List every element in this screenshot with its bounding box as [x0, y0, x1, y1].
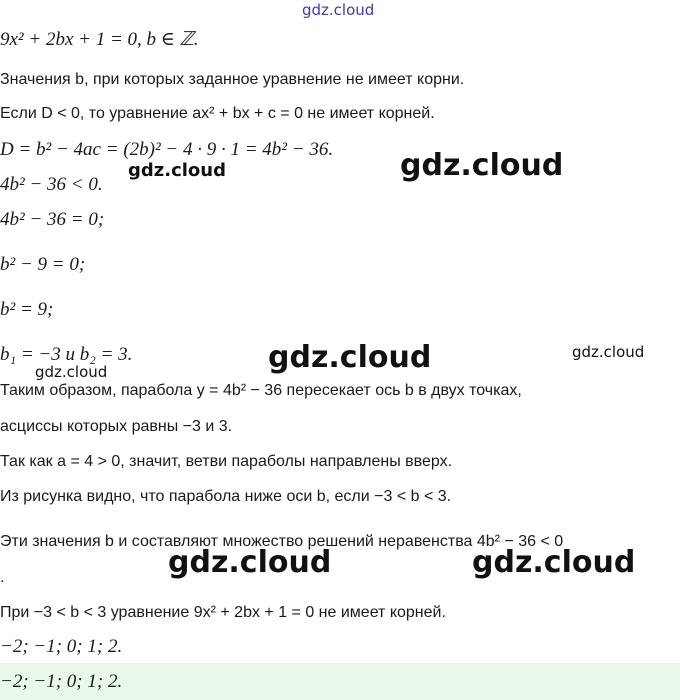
interval-text: Из рисунка видно, что парабола ниже оси b, если −3 < b < 3.: [0, 488, 452, 505]
solution-set-text: Эти значения b и составляют множество решений неравенства 4b² − 36 < 0: [0, 533, 564, 550]
watermark: gdz.cloud: [128, 160, 226, 181]
parabola-text: Таким образом, парабола y = 4b² − 36 пересекает ось b в двух точках,: [0, 382, 522, 399]
condition-line: Если D < 0, то уравнение ax² + bx + c = 0 не имеет корней.: [0, 105, 435, 122]
branches-text: Так как a = 4 > 0, значит, ветви параболы направлены вверх.: [0, 453, 453, 470]
discriminant-line: D = b² − 4ac = (2b)² − 4 · 9 · 1 = 4b² − 36.: [0, 139, 334, 160]
abscissa-text: асциссы которых равны −3 и 3.: [0, 418, 233, 435]
watermark: gdz.cloud: [572, 343, 645, 361]
watermark: gdz.cloud: [472, 545, 636, 580]
watermark: gdz.cloud: [400, 148, 564, 183]
watermark-top: gdz.cloud: [302, 1, 375, 19]
equation-line: 9x² + 2bx + 1 = 0, b ∈ ℤ.: [0, 29, 199, 50]
conclusion-text: При −3 < b < 3 уравнение 9x² + 2bx + 1 = 0 не имеет корней.: [0, 604, 446, 621]
roots-line: b₁ = −3 и b₂ = 3.: [0, 344, 133, 365]
equation-step-1: 4b² − 36 = 0;: [0, 209, 105, 230]
solution-set-period: .: [0, 569, 5, 586]
inequality-line: 4b² − 36 < 0.: [0, 174, 103, 195]
watermark: gdz.cloud: [35, 363, 108, 381]
answer-text: −2; −1; 0; 1; 2.: [0, 671, 123, 692]
equation-step-3: b² = 9;: [0, 299, 54, 320]
watermark: gdz.cloud: [268, 340, 432, 375]
watermark: gdz.cloud: [168, 545, 332, 580]
integer-values: −2; −1; 0; 1; 2.: [0, 636, 123, 657]
task-statement: Значения b, при которых заданное уравнение не имеет корни.: [0, 71, 465, 88]
equation-step-2: b² − 9 = 0;: [0, 254, 86, 275]
